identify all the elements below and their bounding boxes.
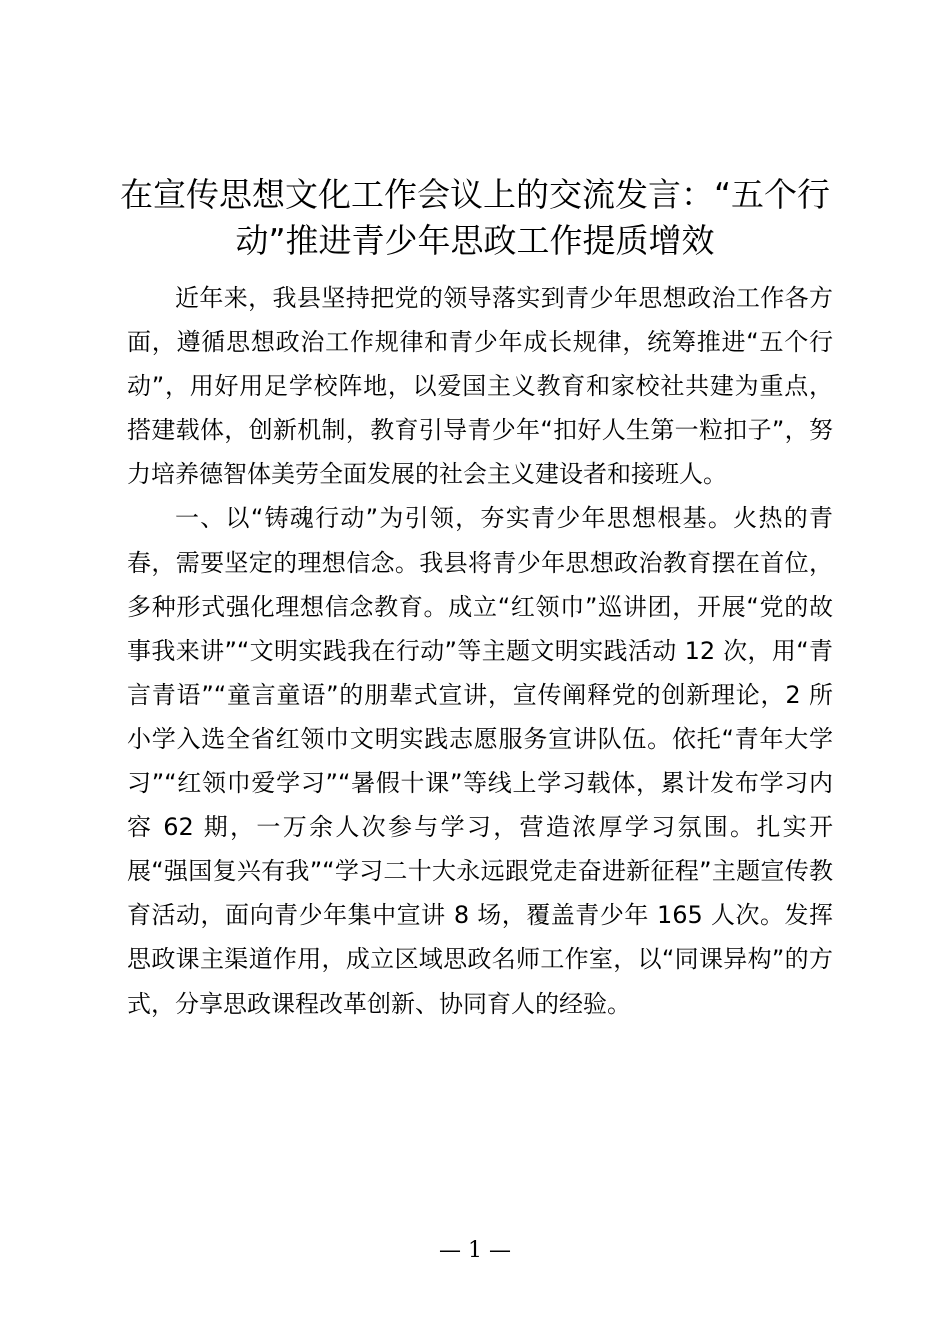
intro-paragraph: 近年来，我县坚持把党的领导落实到青少年思想政治工作各方面，遵循思想政治工作规律和青少年成长规律，统筹推进“五个行动”，用好用足学校阵地，以爱国主义教育和家校社共建为重点，搭建载体，创新机制，教育引导青少年“扣好人生第一粒扣子”，努力培养德智体美劳全面发展的社会主义建设者和接班人。 bbox=[127, 284, 833, 489]
document-body bbox=[127, 276, 833, 1026]
page-number: — 1 — bbox=[439, 1238, 511, 1263]
document-title: 在宣传思想文化工作会议上的交流发言：“五个行动”推进青少年思政工作提质增效 bbox=[119, 175, 831, 260]
section-one-paragraph: 一、以“铸魂行动”为引领，夯实青少年思想根基。火热的青春，需要坚定的理想信念。我县将青少年思想政治教育摆在首位，多种形式强化理想信念教育。成立“红领巾”巡讲团，开展“党的故事我来讲”“文明实践我在行动”等主题文明实践活动 12 次，用“青言青语”“童言童语”的朋辈式宣讲，宣传阐释党的创新理论，2 所小学入选全省红领巾文明实践志愿服务宣讲队伍。依托“青年大学习”“红领巾爱学习”“暑假十课”等线上学习载体，累计发布学习内容 62 期，一万余人次参与学习，营造浓厚学习氛围。扎实开展“强国复兴有我”“学习二十大永远跟党走奋进新征程”主题宣传教育活动，面向青少年集中宣讲 8 场，覆盖青少年 165 人次。发挥思政课主渠道作用，成立区域思政名师工作室，以“同课异构”的方式，分享思政课程改革创新、协同育人的经验。 bbox=[127, 504, 833, 1018]
